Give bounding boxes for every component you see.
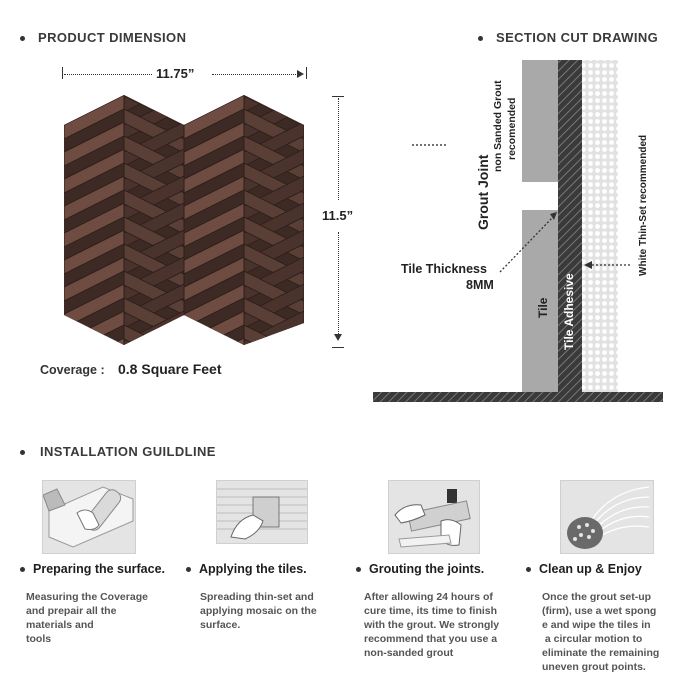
height-dim-line-bottom (338, 232, 339, 334)
width-dim-tick-left (62, 67, 63, 79)
tile-label: Tile (536, 297, 550, 318)
width-arrow-icon (297, 70, 304, 78)
coverage-value: 0.8 Square Feet (118, 361, 222, 377)
step-3 (356, 562, 526, 660)
section-leader-lines (490, 200, 670, 300)
section-bullet (20, 36, 25, 41)
height-label: 11.5” (322, 208, 354, 223)
height-dim-line-top (338, 98, 339, 200)
step-4 (526, 562, 698, 674)
step-2-desc-line: applying mosaic on the (200, 605, 317, 617)
step-4-desc-line: uneven grout points. (542, 661, 646, 673)
step-1-desc-line: tools (26, 633, 52, 645)
step-2-title: Applying the tiles. (199, 562, 307, 576)
step-4-desc-line: eliminate the remaining (542, 647, 660, 659)
step-3-image (388, 480, 480, 554)
grout-joint-label: Grout Joint (475, 154, 491, 230)
step-4-image (560, 480, 654, 554)
grout-note-line-2: recomended (506, 97, 518, 160)
step-3-desc-line: cure time, its time to finish (364, 605, 498, 617)
step-4-desc-line: (firm), use a wet spong (542, 605, 657, 617)
step-1-title-row (20, 562, 190, 576)
step-1-desc-line: Measuring the Coverage (26, 591, 148, 603)
width-dim-line-right (212, 74, 298, 75)
step-2-title-row (186, 562, 356, 576)
step-2-image (216, 480, 308, 544)
step-2 (186, 562, 356, 632)
step-3-desc-line: After allowing 24 hours of (364, 591, 493, 603)
step-4-desc-line: e and wipe the tiles in (542, 619, 651, 631)
step-1-desc-line: and prepair all the (26, 605, 117, 617)
step-1-desc-line: materials and (26, 619, 94, 631)
section-cut-title: SECTION CUT DRAWING (496, 30, 659, 45)
coverage-label: Coverage : (40, 363, 105, 377)
height-arrow-icon (334, 334, 342, 341)
tile-adhesive-label: Tile Adhesive (562, 273, 576, 350)
height-dim-tick-top (332, 96, 344, 97)
step-3-title: Grouting the joints. (369, 562, 485, 576)
step-2-desc-line: surface. (200, 619, 241, 631)
thinset-arrow-icon (584, 261, 592, 269)
width-dim-tick-right (306, 67, 307, 79)
grout-note-line-1: non Sanded Grout (492, 80, 504, 172)
tile-thickness-label: Tile Thickness (401, 262, 487, 276)
step-3-desc-line: recommend that you use a (364, 633, 498, 645)
step-3-title-row (356, 562, 526, 576)
step-4-title-row (526, 562, 698, 576)
thinset-note: White Thin-Set recommended (638, 134, 649, 276)
section-bullet (20, 450, 25, 455)
step-1-title: Preparing the surface. (33, 562, 165, 576)
step-3-desc-line: with the grout. We strongly (364, 619, 500, 631)
width-dim-line-left (64, 74, 152, 75)
step-4-desc-line: Once the grout set-up (542, 591, 652, 603)
step-1-image (42, 480, 136, 554)
step-3-desc-line: non-sanded grout (364, 647, 454, 659)
step-4-title: Clean up & Enjoy (539, 562, 642, 576)
step-bullet (356, 567, 361, 572)
tile-thickness-value: 8MM (466, 278, 494, 292)
width-label: 11.75” (156, 66, 195, 81)
step-4-desc-line: a circular motion to (542, 633, 643, 645)
step-2-desc-line: Spreading thin-set and (200, 591, 314, 603)
height-dim-tick-bottom (332, 347, 344, 348)
section-bullet (478, 36, 483, 41)
product-dimension-title: PRODUCT DIMENSION (38, 30, 187, 45)
step-bullet (526, 567, 531, 572)
installation-title: INSTALLATION GUILDLINE (40, 444, 216, 459)
herringbone-mosaic-image (62, 95, 306, 347)
step-bullet (20, 567, 25, 572)
step-1 (20, 562, 190, 646)
step-bullet (186, 567, 191, 572)
